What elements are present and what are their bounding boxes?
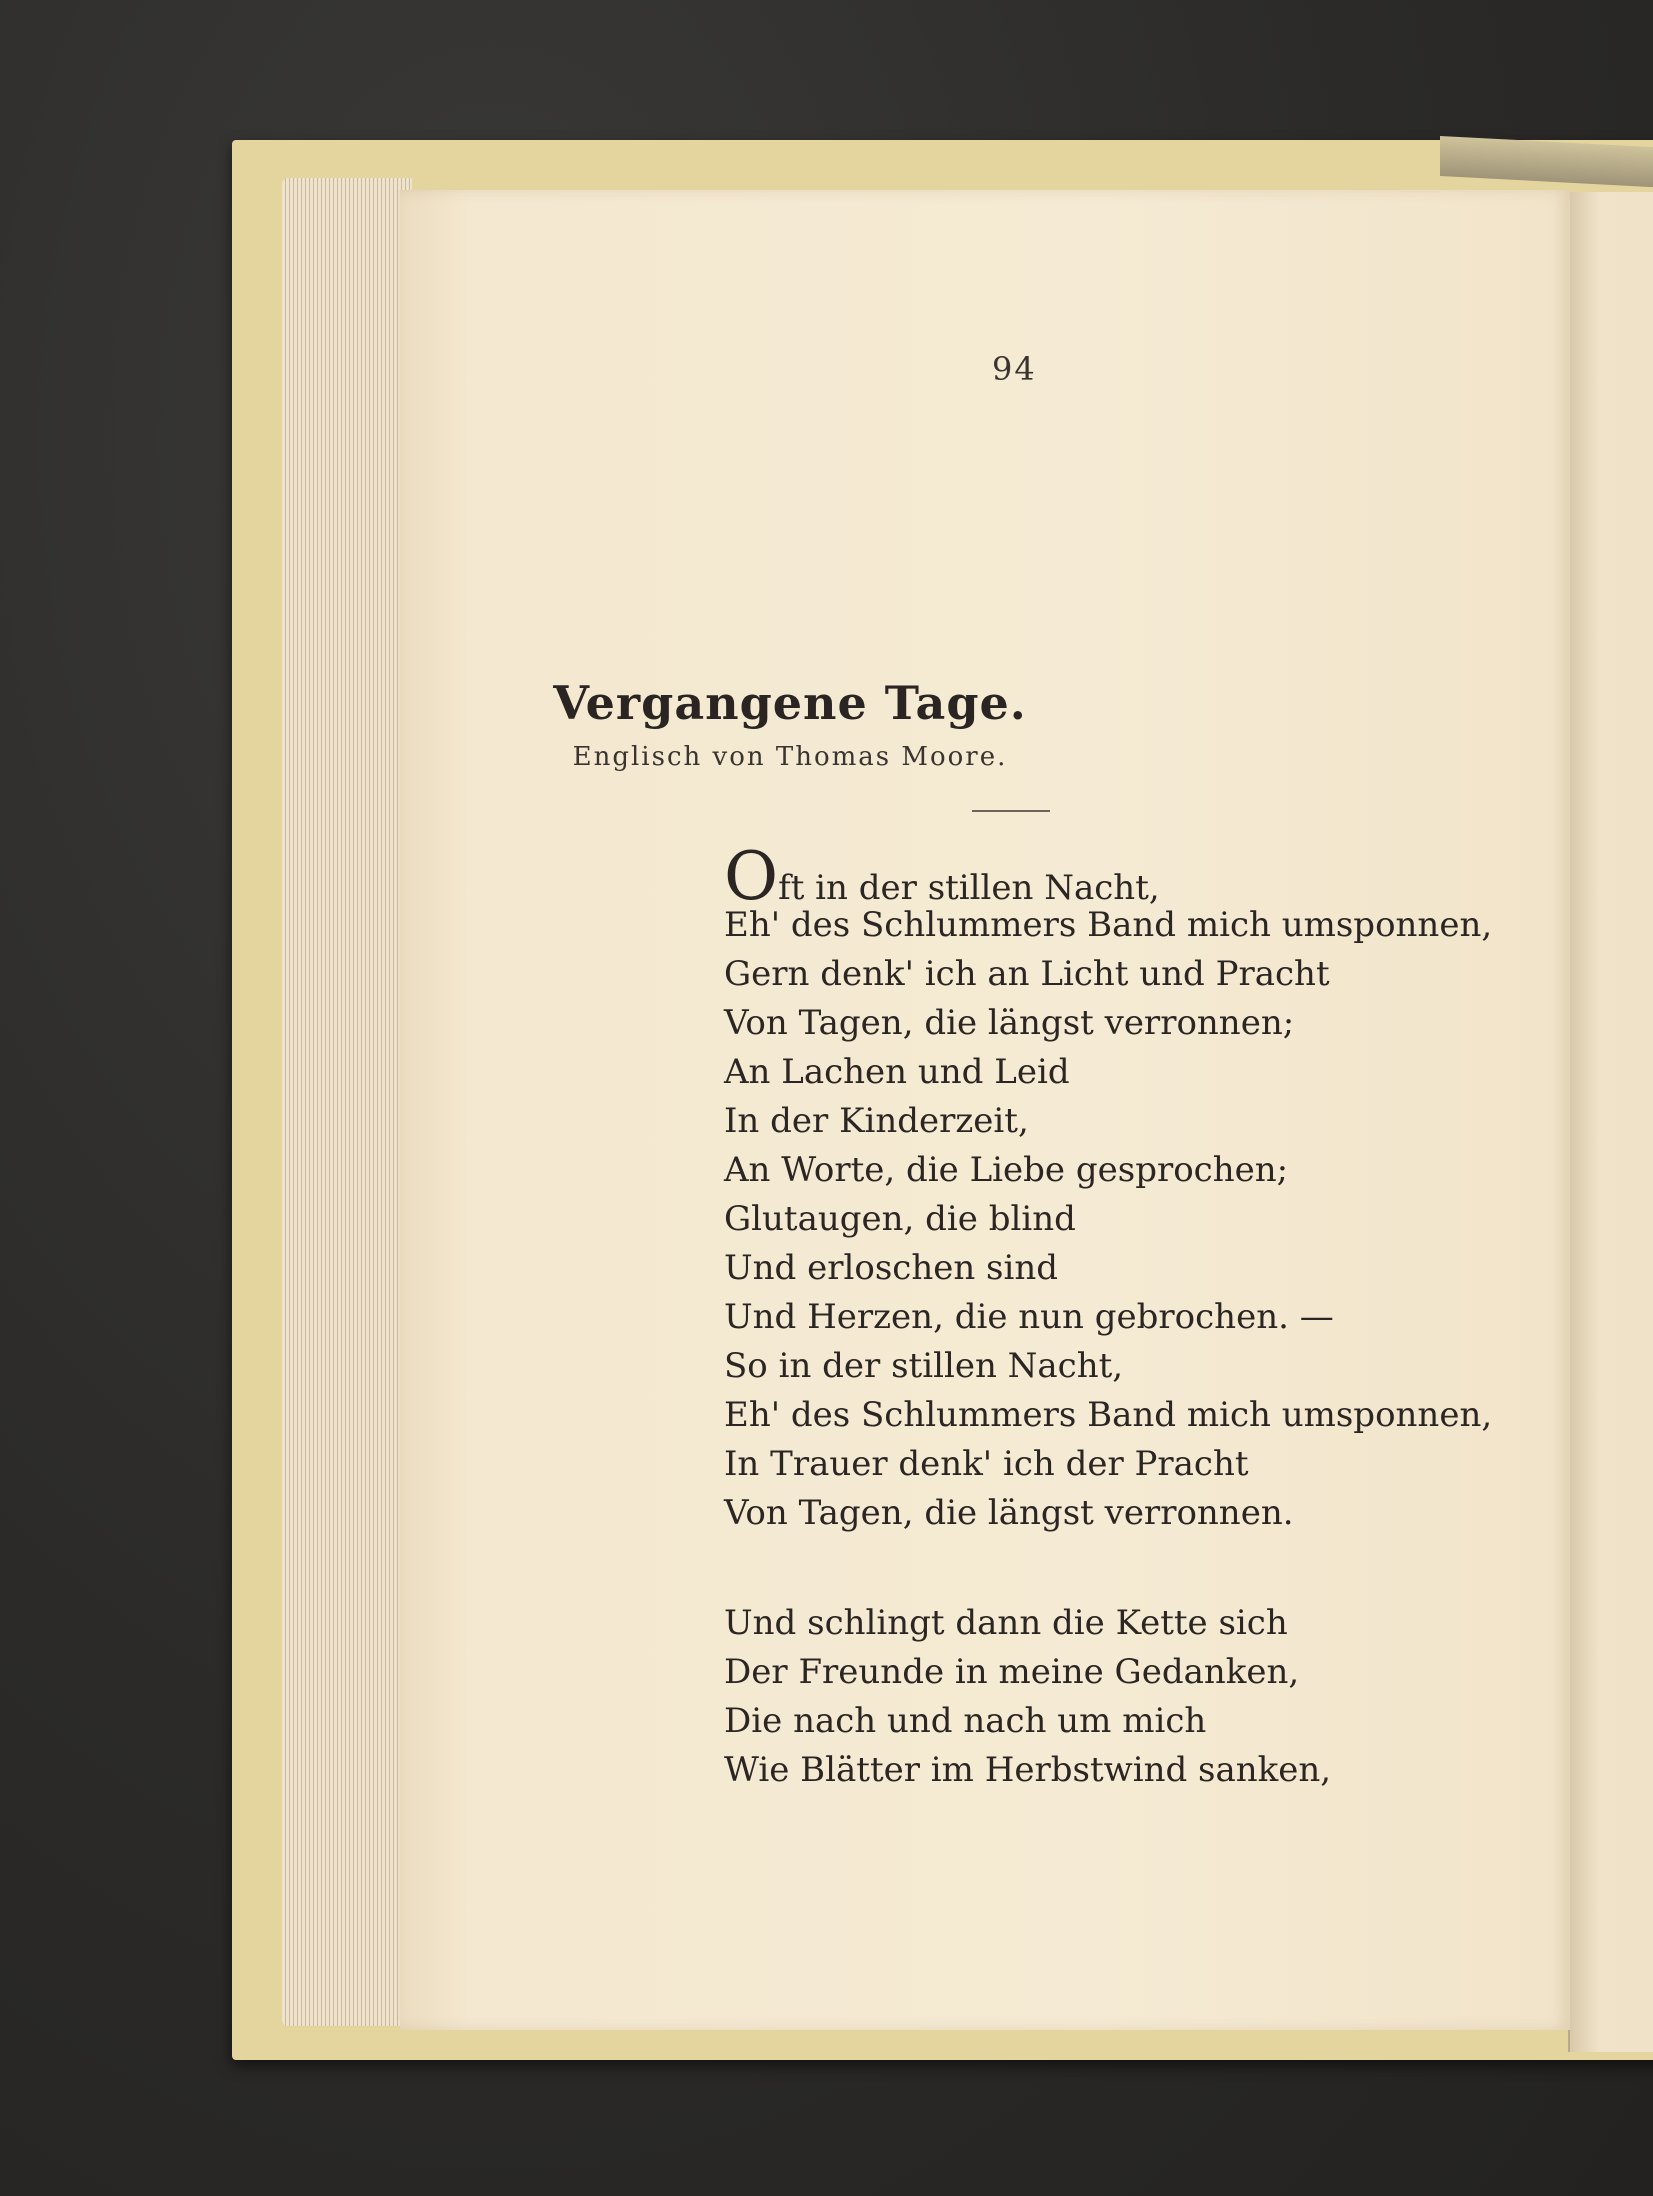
verse-line: So in der stillen Nacht, bbox=[724, 1346, 1124, 1386]
verse-line: Gern denk' ich an Licht und Pracht bbox=[724, 954, 1330, 994]
verse-line: An Worte, die Liebe gesprochen; bbox=[724, 1150, 1289, 1190]
verse-line: Der Freunde in meine Gedanken, bbox=[724, 1652, 1300, 1692]
facing-page bbox=[1568, 192, 1653, 2052]
poem-subtitle: Englisch von Thomas Moore. bbox=[572, 742, 1008, 772]
verse-line: Von Tagen, die längst verronnen; bbox=[724, 1003, 1295, 1043]
verse-line: Glutaugen, die blind bbox=[724, 1199, 1076, 1239]
page-number: 94 bbox=[992, 350, 1037, 388]
verse-line: In Trauer denk' ich der Pracht bbox=[724, 1444, 1249, 1484]
verse-line: Eh' des Schlummers Band mich umsponnen, bbox=[724, 1395, 1493, 1435]
poem-title: Vergangene Tage. bbox=[553, 676, 1027, 730]
verse-line: Und schlingt dann die Kette sich bbox=[724, 1603, 1288, 1643]
verse-line: Oft in der stillen Nacht, bbox=[724, 838, 1160, 915]
verse-line: Wie Blätter im Herbstwind sanken, bbox=[724, 1750, 1332, 1790]
verse-line: In der Kinderzeit, bbox=[724, 1101, 1029, 1141]
verse-line: Von Tagen, die längst verronnen. bbox=[724, 1493, 1294, 1533]
verse-line: Und erloschen sind bbox=[724, 1248, 1059, 1288]
title-divider bbox=[972, 810, 1050, 812]
verse-line: Und Herzen, die nun gebrochen. — bbox=[724, 1297, 1334, 1337]
verse-line: Eh' des Schlummers Band mich umsponnen, bbox=[724, 905, 1493, 945]
page-edges bbox=[282, 178, 412, 2026]
poem-stanza-2 bbox=[724, 1599, 1424, 1795]
verse-line: An Lachen und Leid bbox=[724, 1052, 1070, 1092]
poem-stanza-1 bbox=[724, 838, 1493, 1538]
verse-line: Die nach und nach um mich bbox=[724, 1701, 1207, 1741]
